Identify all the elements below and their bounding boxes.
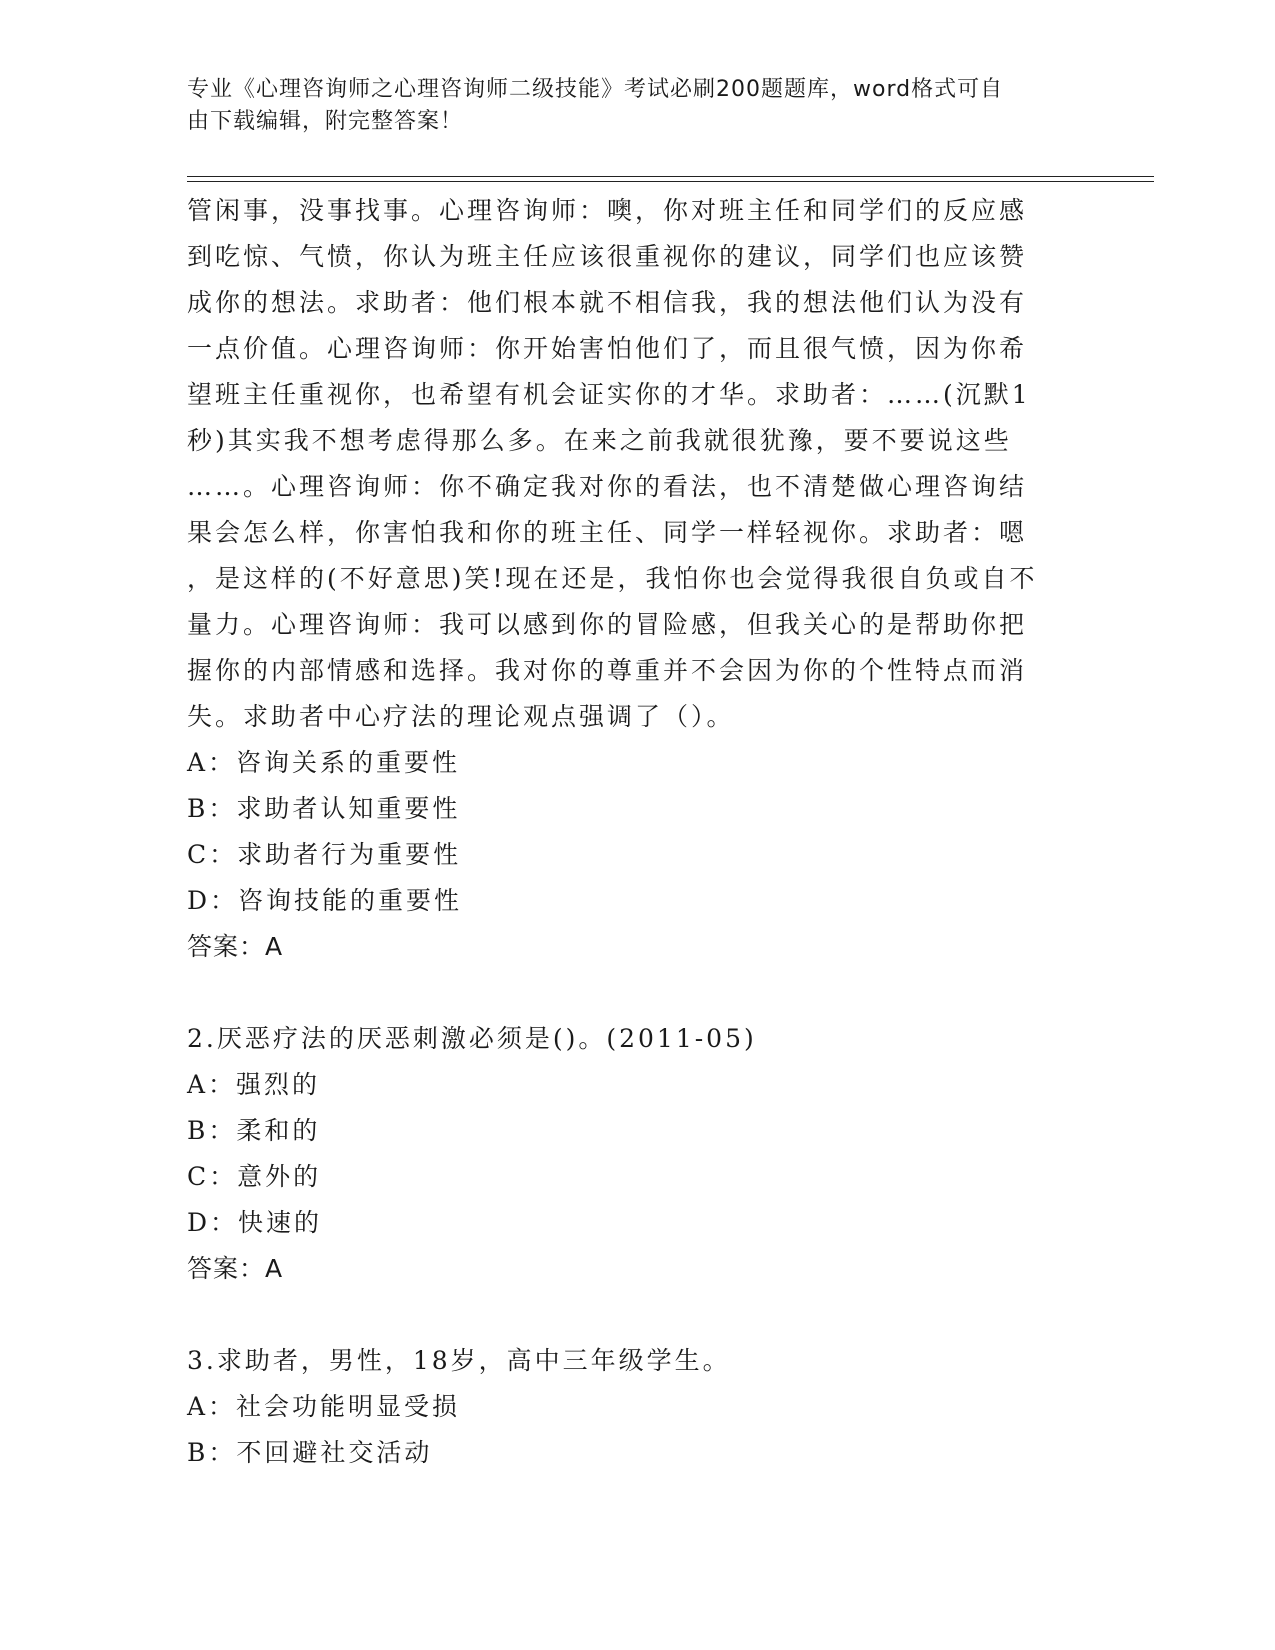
option-a: A：社会功能明显受损 (187, 1392, 461, 1421)
option-b: B：柔和的 (187, 1116, 321, 1145)
passage-line: 量力。心理咨询师：我可以感到你的冒险感，但我关心的是帮助你把 (187, 610, 1028, 639)
spacer (187, 970, 1077, 1016)
question-1 (187, 188, 1077, 970)
passage-line: 一点价值。心理咨询师：你开始害怕他们了，而且很气愤，因为你希 (187, 334, 1028, 363)
passage-line: 到吃惊、气愤，你认为班主任应该很重视你的建议，同学们也应该赞 (187, 242, 1028, 271)
option-d: D：咨询技能的重要性 (187, 886, 463, 915)
option-b: B：求助者认知重要性 (187, 794, 461, 823)
header-rule-top (187, 176, 1154, 177)
passage-line: 成你的想法。求助者：他们根本就不相信我，我的想法他们认为没有 (187, 288, 1028, 317)
document-body (187, 188, 1077, 1476)
option-a: A：咨询关系的重要性 (187, 748, 461, 777)
passage-line: 果会怎么样，你害怕我和你的班主任、同学一样轻视你。求助者：嗯 (187, 518, 1028, 547)
header-line-1: 专业《心理咨询师之心理咨询师二级技能》考试必刷200题题库，word格式可自 (187, 77, 1004, 102)
option-c: C：意外的 (187, 1162, 322, 1191)
question-text: 2.厌恶疗法的厌恶刺激必须是()。(2011-05) (187, 1024, 757, 1053)
passage-line: 望班主任重视你，也希望有机会证实你的才华。求助者：……(沉默1 (187, 380, 1031, 409)
header-line-2: 由下载编辑，附完整答案！ (187, 109, 464, 134)
question-text: 3.求助者，男性，18岁，高中三年级学生。 (187, 1346, 731, 1375)
option-d: D：快速的 (187, 1208, 323, 1237)
question-2 (187, 1016, 1077, 1292)
passage-line: 管闲事，没事找事。心理咨询师：噢，你对班主任和同学们的反应感 (187, 196, 1028, 225)
answer-line: 答案：A (187, 1254, 284, 1283)
spacer (187, 1292, 1077, 1338)
passage-line: 失。求助者中心疗法的理论观点强调了（）。 (187, 702, 735, 731)
document-header (187, 74, 1067, 138)
passage-line: ……。心理咨询师：你不确定我对你的看法，也不清楚做心理咨询结 (187, 472, 1028, 501)
answer-line: 答案：A (187, 932, 284, 961)
header-rule-bottom (187, 181, 1154, 182)
question-3 (187, 1338, 1077, 1476)
passage-line: ，是这样的(不好意思)笑!现在还是，我怕你也会觉得我很自负或自不 (187, 564, 1038, 593)
option-b: B：不回避社交活动 (187, 1438, 433, 1467)
option-a: A：强烈的 (187, 1070, 321, 1099)
passage-line: 握你的内部情感和选择。我对你的尊重并不会因为你的个性特点而消 (187, 656, 1028, 685)
passage-line: 秒)其实我不想考虑得那么多。在来之前我就很犹豫，要不要说这些 (187, 426, 1012, 455)
option-c: C：求助者行为重要性 (187, 840, 462, 869)
